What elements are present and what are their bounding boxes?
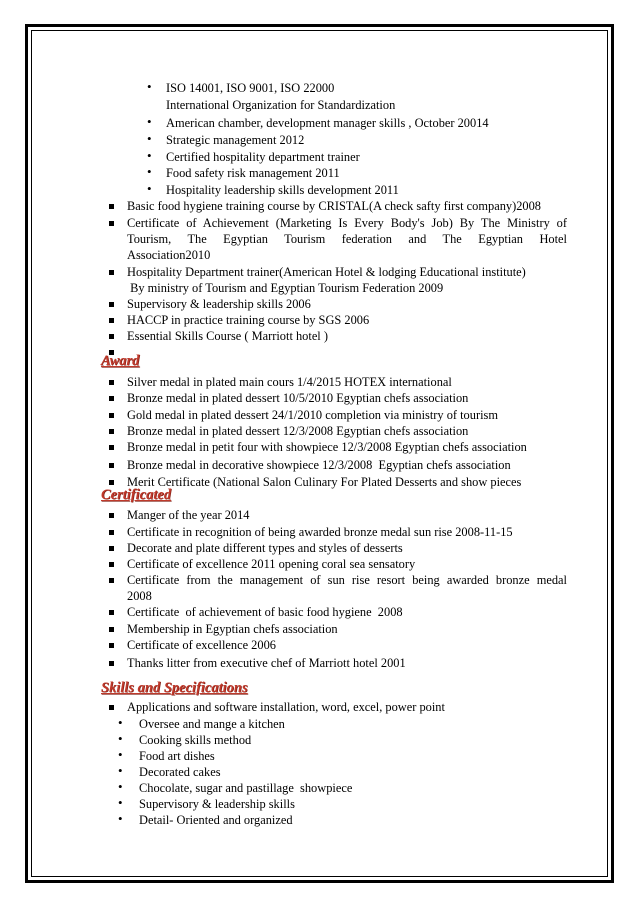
list-item: Strategic management 2012 (166, 133, 305, 147)
list-item: Certificate of excellence 2011 opening coral sea sensatory (127, 557, 416, 571)
list-item: ISO 14001, ISO 9001, ISO 22000 (166, 81, 335, 95)
list-item: American chamber, development manager skills , October 20014 (166, 116, 489, 130)
bullet-square-icon (109, 221, 114, 226)
section-heading-skills: Skills and Specifications (101, 680, 248, 696)
list-item: Manger of the year 2014 (127, 508, 250, 522)
list-item: Bronze medal in plated dessert 12/3/2008 Egyptian chefs association (127, 424, 469, 438)
list-item: Food art dishes (139, 749, 215, 763)
bullet-square-icon (109, 530, 114, 535)
bullet-square-icon (109, 413, 114, 418)
list-item: Certificate of Achievement (Marketing Is Every Body's Job) By The Ministry of (127, 216, 567, 230)
list-item: Chocolate, sugar and pastillage showpiece (139, 781, 353, 795)
bullet-square-icon (109, 302, 114, 307)
list-item: Oversee and mange a kitchen (139, 717, 285, 731)
list-item: Decorate and plate different types and styles of desserts (127, 541, 403, 555)
section-heading-award: Award (101, 353, 140, 369)
bullet-dot-icon: • (118, 731, 123, 746)
bullet-dot-icon: • (147, 181, 152, 196)
section-heading-certificated: Certificated (101, 487, 172, 503)
list-item: Cooking skills method (139, 733, 252, 747)
bullet-square-icon (109, 334, 114, 339)
list-item: Basic food hygiene training course by CRISTAL(A check safty first company)2008 (127, 199, 541, 213)
bullet-dot-icon: • (147, 79, 152, 94)
bullet-square-icon (109, 380, 114, 385)
bullet-square-icon (109, 513, 114, 518)
list-item: Food safety risk management 2011 (166, 166, 340, 180)
bullet-square-icon (109, 661, 114, 666)
list-item-continuation: International Organization for Standardization (166, 98, 396, 112)
list-item: Supervisory & leadership skills 2006 (127, 297, 311, 311)
list-item: Certificate from the management of sun rise resort being awarded bronze medal (127, 573, 567, 587)
list-item: Bronze medal in decorative showpiece 12/3/2008 Egyptian chefs association (127, 458, 511, 472)
list-item: Decorated cakes (139, 765, 221, 779)
list-item-continuation: Tourism, The Egyptian Tourism federation and The Egyptian Hotel (127, 232, 567, 246)
list-item: Gold medal in plated dessert 24/1/2010 completion via ministry of tourism (127, 408, 498, 422)
list-item: Certified hospitality department trainer (166, 150, 360, 164)
bullet-square-icon (109, 610, 114, 615)
bullet-square-icon (109, 562, 114, 567)
list-item: Hospitality Department trainer(American Hotel & lodging Educational institute) (127, 265, 526, 279)
bullet-dot-icon: • (147, 164, 152, 179)
list-item: HACCP in practice training course by SGS 2006 (127, 313, 370, 327)
bullet-square-icon (109, 429, 114, 434)
list-item: Applications and software installation, word, excel, power point (127, 700, 445, 714)
list-item: Bronze medal in petit four with showpiece 12/3/2008 Egyptian chefs association (127, 440, 527, 454)
bullet-square-icon (109, 204, 114, 209)
list-item: Hospitality leadership skills development 2011 (166, 183, 399, 197)
bullet-square-icon (109, 463, 114, 468)
bullet-square-icon (109, 270, 114, 275)
bullet-dot-icon: • (118, 811, 123, 826)
bullet-square-icon (109, 546, 114, 551)
list-item: Detail- Oriented and organized (139, 813, 293, 827)
bullet-square-icon (109, 627, 114, 632)
list-item: Membership in Egyptian chefs association (127, 622, 338, 636)
bullet-square-icon (109, 396, 114, 401)
list-item-continuation: 2008 (127, 589, 152, 603)
bullet-square-icon (109, 578, 114, 583)
list-item: Bronze medal in plated dessert 10/5/2010 Egyptian chefs association (127, 391, 469, 405)
bullet-square-icon (109, 445, 114, 450)
bullet-dot-icon: • (118, 747, 123, 762)
bullet-square-icon (109, 318, 114, 323)
bullet-square-icon (109, 480, 114, 485)
list-item: Merit Certificate (National Salon Culinary For Plated Desserts and show pieces (127, 475, 522, 489)
bullet-square-icon (109, 643, 114, 648)
bullet-dot-icon: • (118, 715, 123, 730)
list-item: Certificate of achievement of basic food hygiene 2008 (127, 605, 403, 619)
list-item: Supervisory & leadership skills (139, 797, 295, 811)
bullet-square-icon (109, 705, 114, 710)
bullet-dot-icon: • (118, 763, 123, 778)
list-item: Silver medal in plated main cours 1/4/2015 HOTEX international (127, 375, 452, 389)
bullet-dot-icon: • (147, 148, 152, 163)
list-item: Thanks litter from executive chef of Marriott hotel 2001 (127, 656, 406, 670)
bullet-dot-icon: • (118, 795, 123, 810)
list-item-continuation: By ministry of Tourism and Egyptian Tourism Federation 2009 (127, 281, 444, 295)
list-item: Certificate of excellence 2006 (127, 638, 276, 652)
list-item: Essential Skills Course ( Marriott hotel ) (127, 329, 328, 343)
bullet-dot-icon: • (147, 131, 152, 146)
bullet-dot-icon: • (118, 779, 123, 794)
bullet-dot-icon: • (147, 114, 152, 129)
list-item: Certificate in recognition of being awarded bronze medal sun rise 2008-11-15 (127, 525, 513, 539)
list-item-continuation: Association2010 (127, 248, 211, 262)
